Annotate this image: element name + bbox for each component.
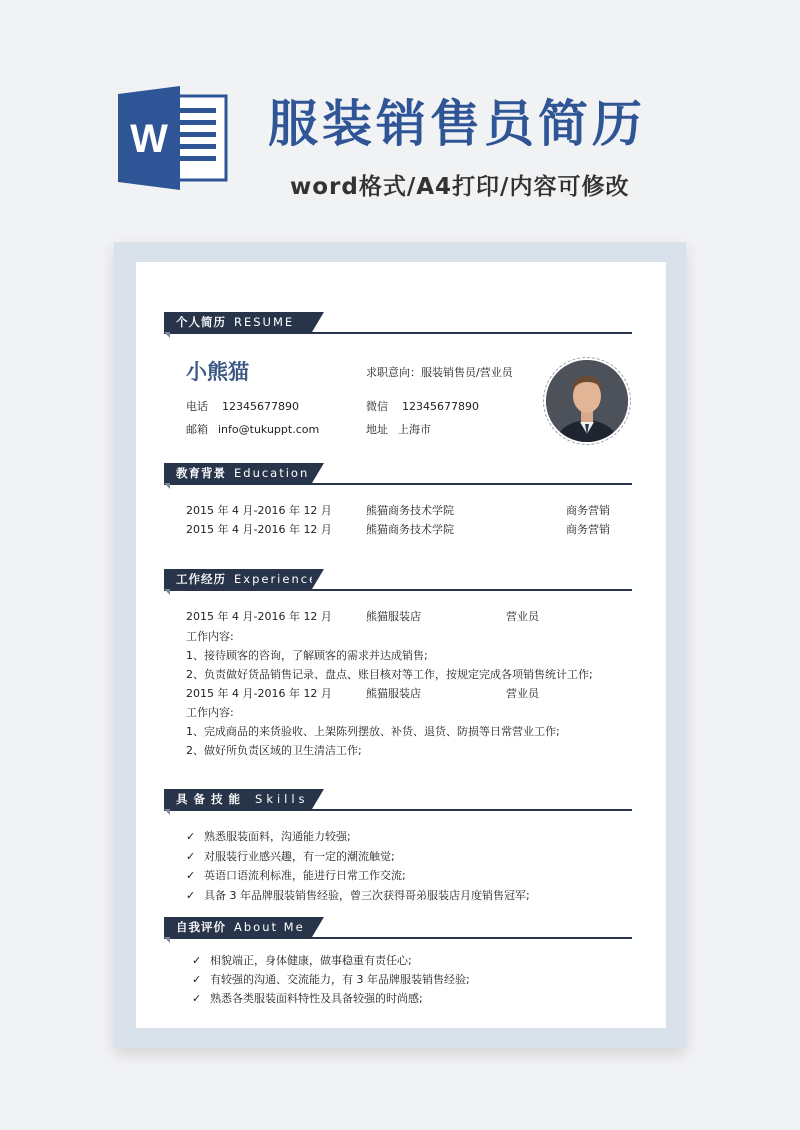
education-date: 2015 年 4 月-2016 年 12 月 <box>186 504 332 517</box>
education-major: 商务营销 <box>566 504 610 517</box>
section-tab <box>164 917 312 937</box>
about-item <box>192 990 423 1006</box>
candidate-name: 小熊猫 <box>186 360 249 384</box>
word-icon <box>118 86 230 190</box>
skill-text: 对服装行业感兴趣，有一定的潮流触觉; <box>204 850 395 863</box>
skill-text: 英语口语流利标准，能进行日常工作交流; <box>204 869 406 882</box>
section-title-en: Education <box>234 466 310 480</box>
section-rule <box>164 483 632 485</box>
section-header-experience <box>164 569 632 591</box>
check-icon: ✓ <box>186 830 196 843</box>
skill-item <box>186 828 351 844</box>
address-value: 上海市 <box>398 423 431 436</box>
education-date: 2015 年 4 月-2016 年 12 月 <box>186 523 332 536</box>
check-icon: ✓ <box>192 973 202 986</box>
education-major: 商务营销 <box>566 523 610 536</box>
section-title-cn: 教育背景 <box>176 466 226 480</box>
skill-item <box>186 867 406 883</box>
job-role: 营业员 <box>506 610 539 623</box>
section-title-en: RESUME <box>234 315 295 329</box>
check-icon: ✓ <box>192 992 202 1005</box>
job-company: 熊猫服装店 <box>366 687 421 700</box>
education-school: 熊猫商务技术学院 <box>366 523 454 536</box>
education-school: 熊猫商务技术学院 <box>366 504 454 517</box>
job-content-item: 2、负责做好货品销售记录、盘点、账目核对等工作，按规定完成各项销售统计工作; <box>186 668 593 681</box>
job-date: 2015 年 4 月-2016 年 12 月 <box>186 610 332 623</box>
check-icon: ✓ <box>186 869 196 882</box>
wechat-label: 微信 <box>366 400 388 413</box>
section-header-about <box>164 917 632 939</box>
page-title: 服装销售员简历 <box>268 95 646 153</box>
about-text: 相貌端正，身体健康，做事稳重有责任心; <box>210 954 412 967</box>
job-content-label: 工作内容: <box>186 630 234 643</box>
section-tab <box>164 312 312 332</box>
section-tab <box>164 463 312 483</box>
section-tab <box>164 789 312 809</box>
job-intent-value: 服装销售员/营业员 <box>421 366 513 379</box>
email-value: info@tukuppt.com <box>218 423 320 436</box>
svg-text:W: W <box>130 117 168 161</box>
job-intent-label: 求职意向： <box>366 366 421 379</box>
wechat-value: 12345677890 <box>402 400 479 413</box>
section-title-cn: 具 备 技 能 <box>176 792 242 806</box>
page-subtitle: word格式/A4打印/内容可修改 <box>290 174 630 200</box>
section-rule <box>164 809 632 811</box>
skill-text: 熟悉服装面料，沟通能力较强; <box>204 830 351 843</box>
job-role: 营业员 <box>506 687 539 700</box>
about-text: 熟悉各类服装面料特性及具备较强的时尚感; <box>210 992 423 1005</box>
phone-value: 12345677890 <box>222 400 299 413</box>
section-title-cn: 自我评价 <box>176 920 226 934</box>
section-rule <box>164 332 632 334</box>
section-title-cn: 工作经历 <box>176 572 226 586</box>
section-header-resume <box>164 312 632 334</box>
job-intent <box>366 364 513 380</box>
address <box>366 421 431 437</box>
about-text: 有较强的沟通、交流能力，有 3 年品牌服装销售经验; <box>210 973 470 986</box>
skill-item <box>186 887 530 903</box>
banner <box>0 0 800 235</box>
section-header-skills <box>164 789 632 811</box>
email-label: 邮箱 <box>186 423 208 436</box>
section-title-en: Skills <box>255 792 309 806</box>
section-rule <box>164 937 632 939</box>
section-title-en: Experience <box>234 572 319 586</box>
section-rule <box>164 589 632 591</box>
skill-text: 具备 3 年品牌服装销售经验，曾三次获得哥弟服装店月度销售冠军; <box>204 889 530 902</box>
check-icon: ✓ <box>186 850 196 863</box>
section-header-education <box>164 463 632 485</box>
section-title-en: About Me <box>234 920 305 934</box>
wechat <box>366 398 479 414</box>
address-label: 地址 <box>366 423 388 436</box>
email <box>186 421 319 437</box>
about-item <box>192 971 470 987</box>
job-content-item: 2、做好所负责区域的卫生清洁工作; <box>186 744 362 757</box>
job-company: 熊猫服装店 <box>366 610 421 623</box>
section-title-cn: 个人简历 <box>176 315 226 329</box>
phone <box>186 398 299 414</box>
section-tab <box>164 569 319 589</box>
job-content-label: 工作内容: <box>186 706 234 719</box>
phone-label: 电话 <box>186 400 208 413</box>
avatar <box>543 357 631 445</box>
check-icon: ✓ <box>192 954 202 967</box>
avatar-photo <box>546 360 628 442</box>
check-icon: ✓ <box>186 889 196 902</box>
job-content-item: 1、接待顾客的咨询，了解顾客的需求并达成销售; <box>186 649 428 662</box>
skill-item <box>186 848 395 864</box>
about-item <box>192 952 412 968</box>
job-date: 2015 年 4 月-2016 年 12 月 <box>186 687 332 700</box>
job-content-item: 1、完成商品的来货验收、上架陈列摆放、补货、退货、防损等日常营业工作; <box>186 725 560 738</box>
